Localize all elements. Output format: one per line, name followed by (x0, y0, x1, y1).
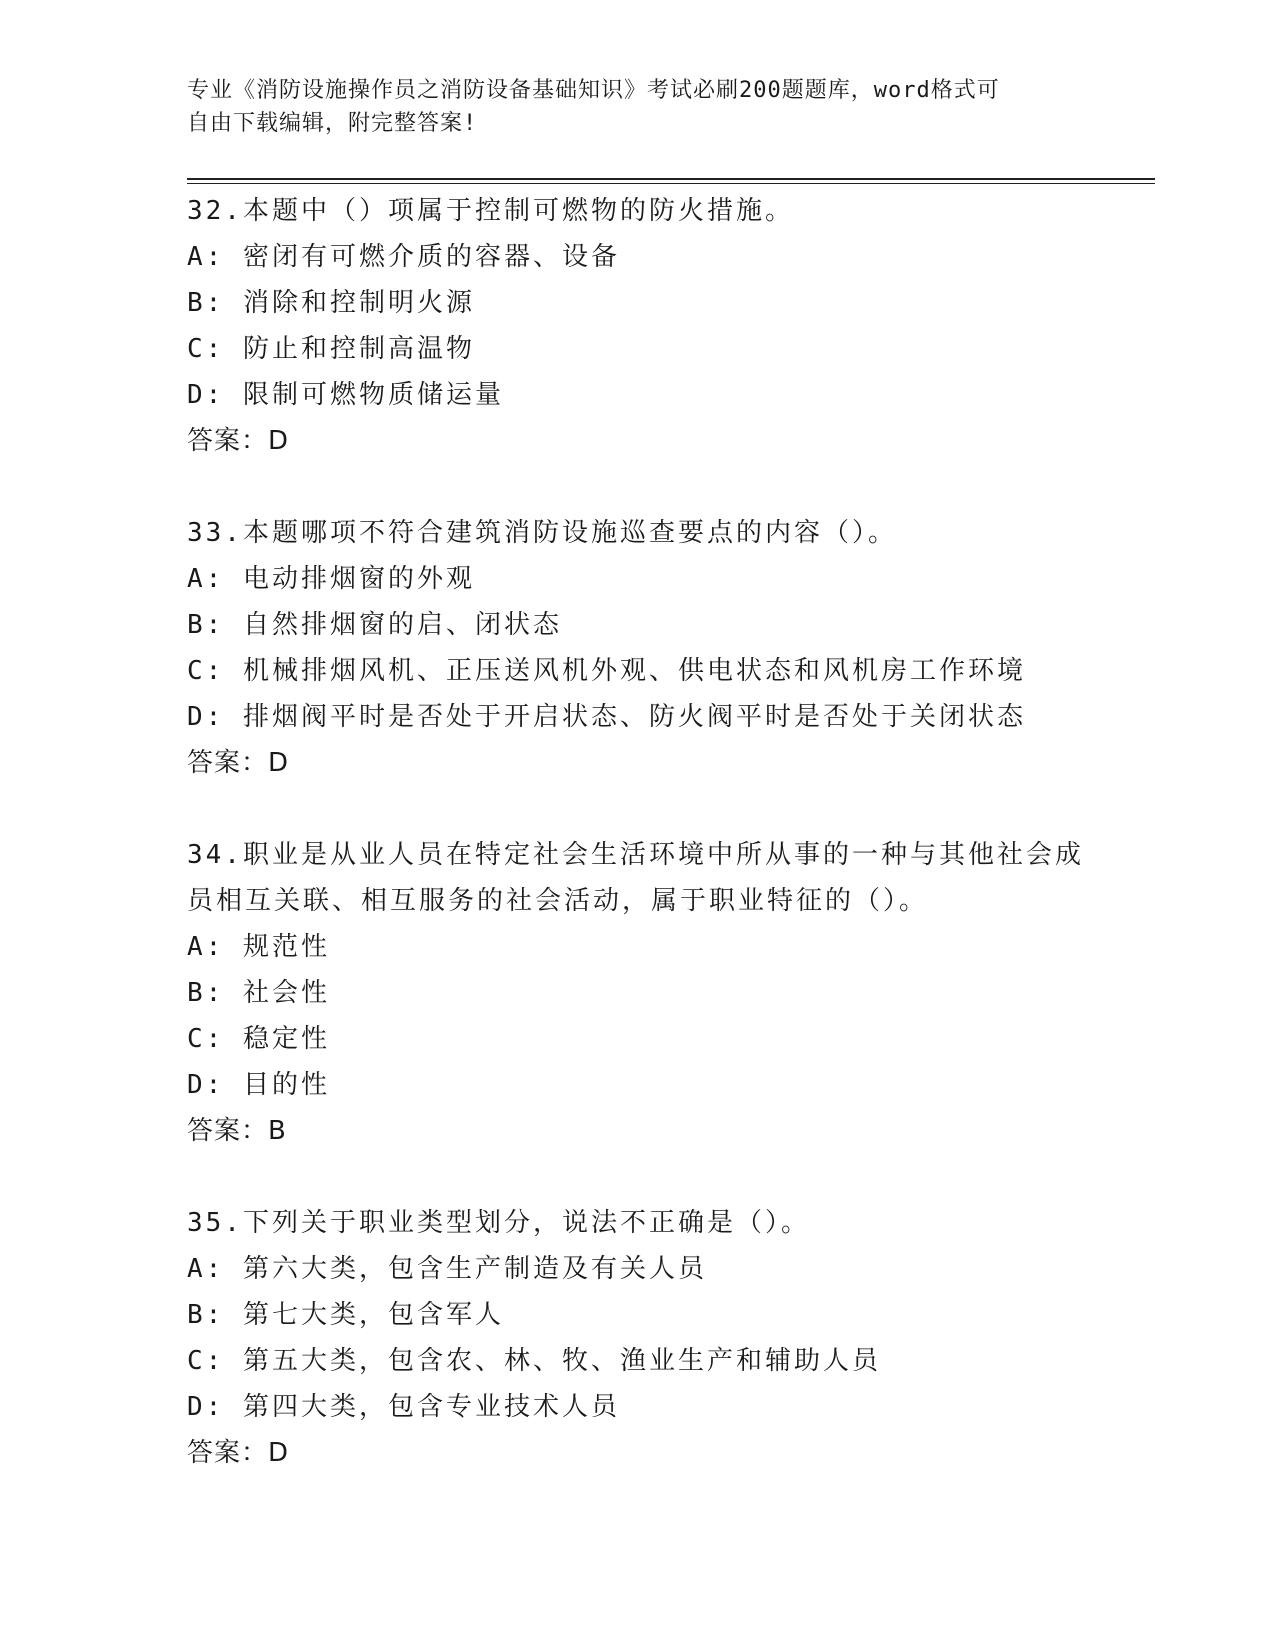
header-line-1: 专业《消防设施操作员之消防设备基础知识》考试必刷200题题库，word格式可 (187, 78, 1000, 103)
option-d: D: 第四大类，包含专业技术人员 (187, 1392, 620, 1422)
option-b: B: 自然排烟窗的启、闭状态 (187, 610, 562, 640)
option-c: C: 第五大类，包含农、林、牧、渔业生产和辅助人员 (187, 1346, 881, 1376)
option-a: A: 规范性 (187, 932, 330, 962)
option-c: C: 稳定性 (187, 1024, 330, 1054)
question-stem-line-2: 员相互关联、相互服务的社会活动，属于职业特征的（）。 (187, 886, 929, 916)
option-d: D: 排烟阀平时是否处于开启状态、防火阀平时是否处于关闭状态 (187, 702, 1026, 732)
question-35 (187, 1200, 1087, 1476)
option-c: C: 机械排烟风机、正压送风机外观、供电状态和风机房工作环境 (187, 656, 1026, 686)
option-b: B: 第七大类，包含军人 (187, 1300, 504, 1330)
header-divider-thin (187, 183, 1155, 184)
option-a: A: 第六大类，包含生产制造及有关人员 (187, 1254, 707, 1284)
document-header (187, 74, 1067, 140)
answer: 答案：B (187, 1116, 287, 1146)
option-b: B: 消除和控制明火源 (187, 288, 475, 318)
header-divider-thick (187, 178, 1155, 180)
option-a: A: 电动排烟窗的外观 (187, 564, 475, 594)
answer: 答案：D (187, 1438, 290, 1468)
question-stem: 35.下列关于职业类型划分，说法不正确是（）。 (187, 1208, 810, 1238)
question-32 (187, 188, 1087, 464)
option-c: C: 防止和控制高温物 (187, 334, 475, 364)
answer: 答案：D (187, 426, 290, 456)
question-stem-line-1: 34.职业是从业人员在特定社会生活环境中所从事的一种与其他社会成 (187, 840, 1084, 870)
question-33 (187, 510, 1087, 786)
question-stem: 32.本题中（）项属于控制可燃物的防火措施。 (187, 196, 794, 226)
option-b: B: 社会性 (187, 978, 330, 1008)
question-34 (187, 832, 1087, 1154)
question-list (187, 188, 1087, 1522)
option-a: A: 密闭有可燃介质的容器、设备 (187, 242, 620, 272)
question-stem: 33.本题哪项不符合建筑消防设施巡查要点的内容（）。 (187, 518, 897, 548)
header-line-2: 自由下载编辑，附完整答案! (187, 111, 478, 136)
option-d: D: 限制可燃物质储运量 (187, 380, 504, 410)
answer: 答案：D (187, 748, 290, 778)
option-d: D: 目的性 (187, 1070, 330, 1100)
